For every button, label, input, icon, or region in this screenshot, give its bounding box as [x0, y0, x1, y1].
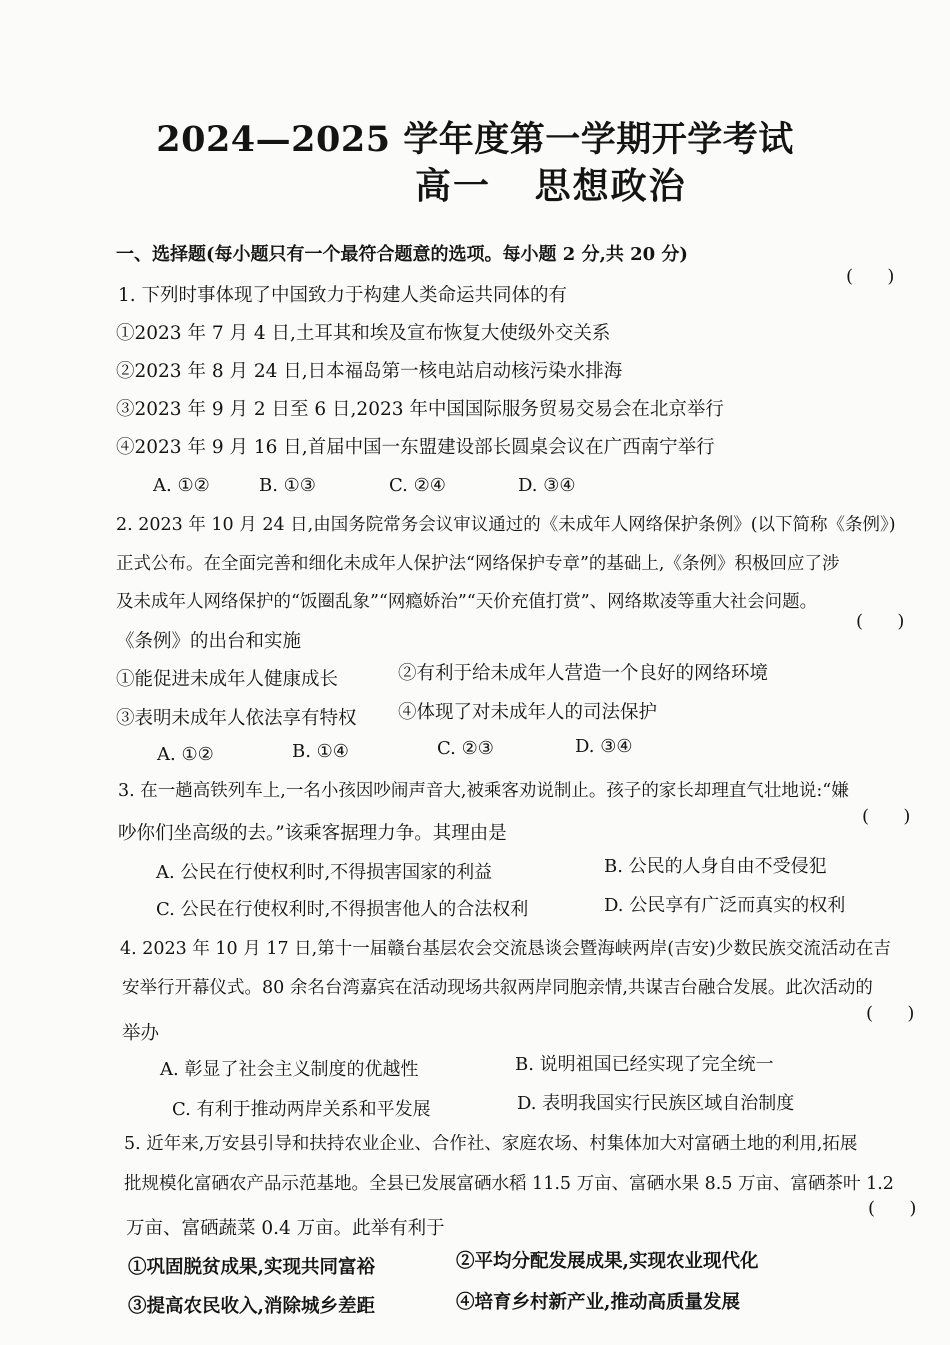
- q4-line-3: 举办: [122, 1023, 160, 1044]
- q5-answer-paren: ( ): [868, 1198, 917, 1219]
- q4-answer-paren: ( ): [866, 1003, 915, 1024]
- q4-option-a: A. 彰显了社会主义制度的优越性: [160, 1059, 419, 1080]
- q4-option-c: C. 有利于推动两岸关系和平发展: [172, 1099, 431, 1120]
- q2-line-2: 正式公布。在全面完善和细化未成年人保护法“网络保护专章”的基础上,《条例》积极回应了涉: [116, 554, 840, 574]
- q3-option-c: C. 公民在行使权利时,不得损害他人的合法权利: [156, 899, 529, 920]
- q1-option-a: A. ①②: [153, 475, 210, 496]
- q1-item-2: ②2023 年 8 月 24 日,日本福岛第一核电站启动核污染水排海: [116, 361, 623, 382]
- q3-option-d: D. 公民享有广泛而真实的权利: [604, 895, 846, 916]
- q1-item-1: ①2023 年 7 月 4 日,土耳其和埃及宣布恢复大使级外交关系: [116, 323, 611, 344]
- q4-option-d: D. 表明我国实行民族区域自治制度: [517, 1093, 795, 1114]
- q2-option-b: B. ①④: [292, 741, 349, 762]
- section-heading: 一、选择题(每小题只有一个最符合题意的选项。每小题 2 分,共 20 分): [116, 244, 688, 265]
- q4-option-b: B. 说明祖国已经实现了完全统一: [515, 1054, 774, 1075]
- q1-item-3: ③2023 年 9 月 2 日至 6 日,2023 年中国国际服务贸易交易会在北京举行: [116, 399, 724, 420]
- q5-item-2: ②平均分配发展成果,实现农业现代化: [456, 1251, 759, 1272]
- q1-answer-paren: ( ): [846, 266, 895, 287]
- q4-line-2: 安举行开幕仪式。80 余名台湾嘉宾在活动现场共叙两岸同胞亲情,共谋吉台融合发展。此次活动的: [122, 978, 873, 998]
- q2-line-4: 《条例》的出台和实施: [116, 631, 302, 652]
- q2-item-1: ①能促进未成年人健康成长: [116, 669, 339, 690]
- q2-line-1: 2. 2023 年 10 月 24 日,由国务院常务会议审议通过的《未成年人网络保护条例》(以下简称《条例》): [116, 515, 896, 535]
- q2-option-d: D. ③④: [575, 736, 633, 757]
- q5-line-3: 万亩、富硒蔬菜 0.4 万亩。此举有利于: [126, 1218, 445, 1239]
- q2-answer-paren: ( ): [856, 611, 905, 632]
- q3-option-a: A. 公民在行使权利时,不得损害国家的利益: [156, 862, 493, 883]
- q5-item-3: ③提高农民收入,消除城乡差距: [128, 1296, 375, 1317]
- q2-item-4: ④体现了对未成年人的司法保护: [398, 702, 658, 723]
- q1-option-d: D. ③④: [518, 475, 576, 496]
- q2-item-3: ③表明未成年人依法享有特权: [116, 708, 357, 729]
- q5-item-1: ①巩固脱贫成果,实现共同富裕: [128, 1257, 375, 1278]
- q5-line-1: 5. 近年来,万安县引导和扶持农业企业、合作社、家庭农场、村集体加大对富硒土地的利用,拓展: [124, 1134, 858, 1154]
- q3-line-2: 吵你们坐高级的去。”该乘客据理力争。其理由是: [118, 823, 507, 844]
- q5-item-4: ④培育乡村新产业,推动高质量发展: [456, 1292, 740, 1313]
- q3-option-b: B. 公民的人身自由不受侵犯: [604, 856, 827, 877]
- q2-option-a: A. ①②: [157, 744, 214, 765]
- q2-option-c: C. ②③: [437, 738, 494, 759]
- q1-item-4: ④2023 年 9 月 16 日,首届中国一东盟建设部长圆桌会议在广西南宁举行: [116, 437, 715, 458]
- q5-line-2: 批规模化富硒农产品示范基地。全县已发展富硒水稻 11.5 万亩、富硒水果 8.5 万亩、富硒茶叶 1.2: [124, 1174, 894, 1194]
- q1-option-c: C. ②④: [389, 475, 446, 496]
- exam-subtitle: 高一 思想政治: [415, 165, 687, 207]
- q3-line-1: 3. 在一趟高铁列车上,一名小孩因吵闹声音大,被乘客劝说制止。孩子的家长却理直气壮地说:“嫌: [118, 781, 849, 801]
- q2-line-3: 及未成年人网络保护的“饭圈乱象”“网瘾娇治”“天价充值打赏”、网络欺凌等重大社会问题。: [116, 592, 818, 612]
- exam-title: 2024—2025 学年度第一学期开学考试: [156, 119, 794, 160]
- q2-item-2: ②有利于给未成年人营造一个良好的网络环境: [398, 663, 769, 684]
- q1-option-b: B. ①③: [259, 475, 316, 496]
- q4-line-1: 4. 2023 年 10 月 17 日,第十一届赣台基层农会交流恳谈会暨海峡两岸(吉安)少数民族交流活动在吉: [120, 939, 891, 959]
- q3-answer-paren: ( ): [862, 806, 911, 827]
- q1-stem: 1. 下列时事体现了中国致力于构建人类命运共同体的有: [118, 285, 568, 306]
